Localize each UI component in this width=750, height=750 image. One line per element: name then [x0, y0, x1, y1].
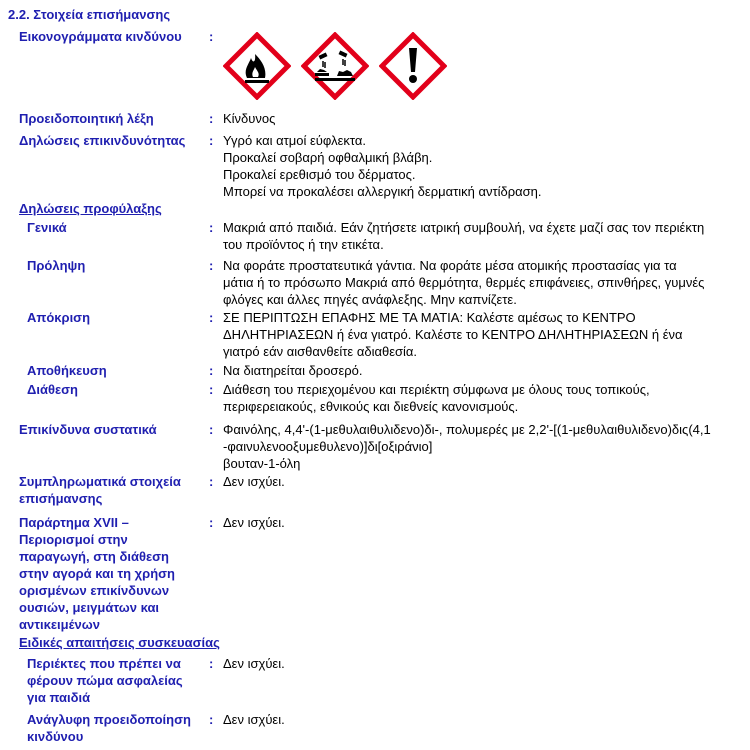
general-value	[223, 219, 743, 253]
response-label: Απόκριση	[27, 310, 91, 325]
label-line: ορισμένων επικίνδυνων	[19, 583, 170, 598]
tactile-warning-label	[27, 711, 191, 745]
response-line: ΔΗΛΗΤΗΡΙΑΣΕΩΝ ή ένα γιατρό. Καλέστε το ΚΕΝΤΡΟ ΔΗΛΗΤΗΡΙΑΣΕΩΝ ή ένα	[223, 327, 683, 342]
disposal-line: Διάθεση του περιεχομένου και περιέκτη σύμφωνα με όλους τους τοπικούς,	[223, 382, 650, 397]
annex-xvii-label	[19, 514, 175, 633]
storage-value: Να διατηρείται δροσερό.	[223, 363, 363, 378]
prevention-value	[223, 257, 743, 308]
colon: :	[209, 363, 214, 378]
response-line: γιατρό εάν αισθανθείτε αδιαθεσία.	[223, 344, 418, 359]
label-line: επισήμανσης	[19, 491, 103, 506]
label-line: Παράρτημα XVII –	[19, 515, 129, 530]
general-line: Μακριά από παιδιά. Εάν ζητήσετε ιατρική συμβουλή, να έχετε μαζί σας τον περιέκτη	[223, 220, 705, 235]
colon: :	[209, 656, 214, 671]
supplementary-value: Δεν ισχύει.	[223, 474, 285, 489]
colon: :	[209, 258, 214, 273]
colon: :	[209, 111, 214, 126]
disposal-line: περιφερειακούς, εθνικούς και διεθνείς κανονισμούς.	[223, 399, 519, 414]
general-label: Γενικά	[27, 220, 67, 235]
prevention-label: Πρόληψη	[27, 258, 86, 273]
label-line: αντικειμένων	[19, 617, 100, 632]
pictograms-label: Εικονογράμματα κινδύνου	[19, 29, 182, 44]
child-resistant-label	[27, 655, 183, 706]
component-line: Φαινόλης, 4,4'-(1-μεθυλαιθυλιδενο)δι-, πολυμερές με 2,2'-[(1-μεθυλαιθυλιδενο)δις(4,1	[223, 422, 711, 437]
colon: :	[209, 712, 214, 727]
label-line: κινδύνου	[27, 729, 84, 744]
precautionary-heading: Δηλώσεις προφύλαξης	[19, 201, 162, 216]
hazard-line: Υγρό και ατμοί εύφλεκτα.	[223, 133, 366, 148]
hazard-line: Προκαλεί σοβαρή οφθαλμική βλάβη.	[223, 150, 433, 165]
colon: :	[209, 422, 214, 437]
component-line: -φαινυλενοοξυμεθυλενο)]δι[οξιράνιο]	[223, 439, 433, 454]
label-line: στην αγορά και τη χρήση	[19, 566, 175, 581]
colon: :	[209, 220, 214, 235]
disposal-value	[223, 381, 743, 415]
hazardous-components-label: Επικίνδυνα συστατικά	[19, 422, 157, 437]
child-resistant-value: Δεν ισχύει.	[223, 656, 285, 671]
corrosion-icon	[301, 32, 369, 100]
label-line: ουσιών, μειγμάτων και	[19, 600, 160, 615]
disposal-label: Διάθεση	[27, 382, 78, 397]
exclamation-mark-icon	[379, 32, 447, 100]
prevention-line: φλόγες και άλλες πηγές ανάφλεξης. Μην καπνίζετε.	[223, 292, 517, 307]
colon: :	[209, 133, 214, 148]
label-line: Ανάγλυφη προειδοποίηση	[27, 712, 191, 727]
label-line: Περιέκτες που πρέπει να	[27, 656, 181, 671]
label-line: Περιορισμοί στην	[19, 532, 128, 547]
section-title: 2.2. Στοιχεία επισήμανσης	[8, 7, 171, 22]
flame-icon	[223, 32, 291, 100]
colon: :	[209, 515, 214, 530]
prevention-line: Να φοράτε προστατευτικά γάντια. Να φοράτε μέσα ατομικής προστασίας για τα	[223, 258, 677, 273]
tactile-warning-value: Δεν ισχύει.	[223, 712, 285, 727]
hazard-statements-label: Δηλώσεις επικινδυνότητας	[19, 133, 186, 148]
signal-word-value: Κίνδυνος	[223, 111, 276, 126]
label-line: φέρουν πώμα ασφαλείας	[27, 673, 183, 688]
hazardous-components-value	[223, 421, 743, 472]
colon: :	[209, 474, 214, 489]
hazard-line: Μπορεί να προκαλέσει αλλεργική δερματική αντίδραση.	[223, 184, 542, 199]
storage-label: Αποθήκευση	[27, 363, 107, 378]
supplementary-label	[19, 473, 181, 507]
response-value	[223, 309, 743, 360]
colon: :	[209, 382, 214, 397]
hazard-statements-value	[223, 132, 743, 200]
colon: :	[209, 29, 214, 44]
prevention-line: μάτια ή το πρόσωπο Μακριά από θερμότητα, θερμές επιφάνειες, σπινθήρες, γυμνές	[223, 275, 705, 290]
component-line: βουταν-1-όλη	[223, 456, 301, 471]
label-line: για παιδιά	[27, 690, 91, 705]
packaging-heading: Ειδικές απαιτήσεις συσκευασίας	[19, 635, 220, 650]
hazard-line: Προκαλεί ερεθισμό του δέρματος.	[223, 167, 416, 182]
signal-word-label: Προειδοποιητική λέξη	[19, 111, 154, 126]
label-line: παραγωγή, στη διάθεση	[19, 549, 169, 564]
annex-xvii-value: Δεν ισχύει.	[223, 515, 285, 530]
colon: :	[209, 310, 214, 325]
response-line: ΣΕ ΠΕΡΙΠΤΩΣΗ ΕΠΑΦΗΣ ΜΕ ΤΑ ΜΑΤΙΑ: Καλέστε αμέσως το ΚΕΝΤΡΟ	[223, 310, 636, 325]
general-line: του προϊόντος ή την ετικέτα.	[223, 237, 384, 252]
label-line: Συμπληρωματικά στοιχεία	[19, 474, 181, 489]
